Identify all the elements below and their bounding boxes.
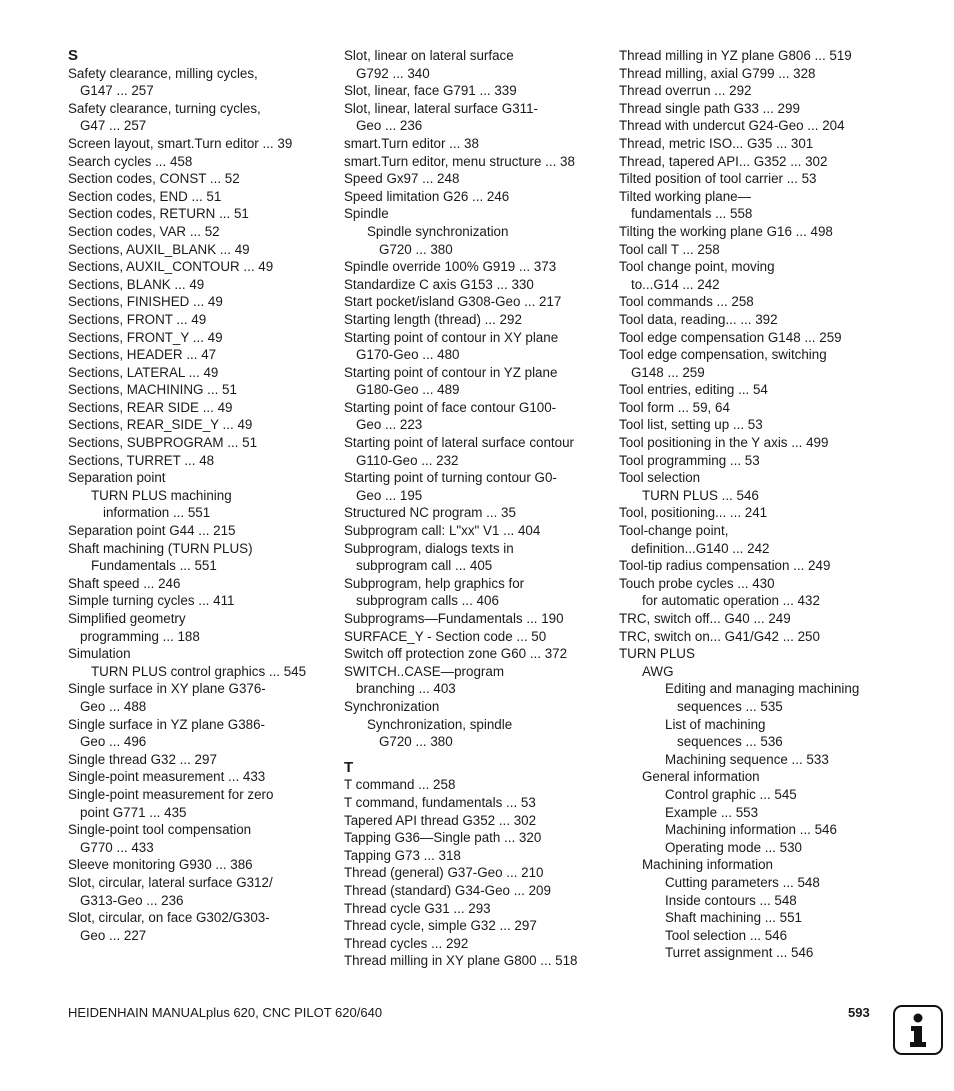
index-entry: Editing and managing machining (665, 681, 860, 697)
index-entry: Subprogram call: L"xx" V1 ... 404 (344, 523, 541, 539)
index-entry: List of machining (665, 716, 766, 732)
index-entry: T command ... 258 (344, 777, 456, 793)
index-entry: G770 ... 433 (80, 839, 154, 855)
index-entry: G148 ... 259 (631, 364, 705, 380)
index-entry: Geo ... 496 (80, 734, 147, 750)
index-entry: fundamentals ... 558 (631, 206, 753, 222)
index-entry: Spindle synchronization (367, 223, 509, 239)
index-entry: sequences ... 536 (677, 734, 783, 750)
index-entry: Tapping G73 ... 318 (344, 847, 461, 863)
index-entry: Slot, linear on lateral surface (344, 48, 514, 63)
index-entry: Simple turning cycles ... 411 (68, 593, 235, 609)
index-entry: Section codes, VAR ... 52 (68, 223, 220, 239)
index-entry: Control graphic ... 545 (665, 786, 797, 802)
index-entry: point G771 ... 435 (80, 804, 187, 820)
index-entry: Speed Gx97 ... 248 (344, 171, 460, 187)
info-glyph (895, 1007, 941, 1053)
index-entry: Slot, circular, lateral surface G312/ (68, 874, 273, 890)
index-entry: Switch off protection zone G60 ... 372 (344, 646, 568, 662)
index-entry: Tilting the working plane G16 ... 498 (619, 223, 833, 239)
index-entry: Starting point of contour in XY plane (344, 329, 559, 345)
index-entry: TURN PLUS machining (91, 487, 232, 503)
index-entry: Section codes, CONST ... 52 (68, 171, 240, 187)
index-entry: Sections, SUBPROGRAM ... 51 (68, 435, 258, 451)
index-entry: Sections, TURRET ... 48 (68, 452, 215, 468)
info-icon[interactable] (893, 1005, 943, 1055)
index-entry: Sections, REAR_SIDE_Y ... 49 (68, 417, 253, 433)
index-entry: Tool commands ... 258 (619, 294, 754, 310)
index-entry: SWITCH..CASE—program (344, 663, 504, 679)
index-entry: Example ... 553 (665, 804, 759, 820)
index-entry: subprogram call ... 405 (356, 558, 493, 574)
index-entry: smart.Turn editor ... 38 (344, 135, 479, 151)
index-entry: Slot, linear, face G791 ... 339 (344, 83, 517, 99)
index-entry: G313-Geo ... 236 (80, 892, 184, 908)
index-entry: Tool entries, editing ... 54 (619, 382, 768, 398)
index-entry: Section codes, END ... 51 (68, 188, 222, 204)
index-entry: Tapping G36—Single path ... 320 (344, 830, 542, 846)
index-entry: for automatic operation ... 432 (642, 593, 820, 609)
index-entry: AWG (642, 663, 674, 679)
index-entry: Cutting parameters ... 548 (665, 874, 820, 890)
index-entry: Subprogram, help graphics for (344, 575, 525, 591)
index-entry: Subprogram, dialogs texts in (344, 540, 514, 556)
index-entry: Geo ... 236 (356, 118, 423, 134)
index-entry: Starting point of turning contour G0- (344, 470, 557, 486)
index-entry: Sections, FINISHED ... 49 (68, 294, 223, 310)
index-entry: Synchronization, spindle (367, 716, 513, 732)
index-entry: Section codes, RETURN ... 51 (68, 206, 249, 222)
index-entry: Shaft machining ... 551 (665, 910, 802, 926)
index-entry: Thread, metric ISO... G35 ... 301 (619, 135, 814, 151)
index-entry: Subprograms—Fundamentals ... 190 (344, 611, 564, 626)
index-entry: Sections, BLANK ... 49 (68, 276, 205, 292)
index-entry: Tilted working plane— (619, 188, 751, 204)
index-entry: Tool selection ... 546 (665, 927, 788, 943)
index-column-1 (68, 47, 336, 944)
index-entry: Machining information ... 546 (665, 822, 837, 838)
index-entry: TURN PLUS control graphics ... 545 (91, 663, 307, 679)
index-entry: Touch probe cycles ... 430 (619, 575, 775, 591)
index-entry: branching ... 403 (356, 681, 456, 697)
index-entry: Spindle (344, 206, 389, 222)
index-entry: Thread cycle, simple G32 ... 297 (344, 918, 537, 934)
index-entry: Tapered API thread G352 ... 302 (344, 812, 537, 828)
index-entry: Starting point of contour in YZ plane (344, 364, 558, 380)
index-entry: Tool form ... 59, 64 (619, 399, 730, 415)
index-entry: information ... 551 (103, 505, 211, 521)
index-entry: Sections, REAR SIDE ... 49 (68, 399, 233, 415)
index-entry: Start pocket/island G308-Geo ... 217 (344, 294, 562, 310)
index-entry: Sections, FRONT ... 49 (68, 311, 207, 327)
index-entry: Thread, tapered API... G352 ... 302 (619, 153, 828, 169)
index-column-3 (619, 47, 919, 962)
index-entry: Simulation (68, 646, 131, 662)
index-entry: Speed limitation G26 ... 246 (344, 188, 510, 204)
index-entry: Screen layout, smart.Turn editor ... 39 (68, 135, 293, 151)
index-entry: Tool change point, moving (619, 259, 775, 275)
index-entry: Thread with undercut G24-Geo ... 204 (619, 118, 845, 134)
index-entry: Thread cycles ... 292 (344, 935, 469, 951)
page-number: 593 (848, 1005, 870, 1020)
index-entry: Sections, LATERAL ... 49 (68, 364, 219, 380)
index-entry: Shaft speed ... 246 (68, 575, 181, 591)
index-entry: Sections, FRONT_Y ... 49 (68, 329, 223, 345)
index-entry: G792 ... 340 (356, 65, 430, 81)
index-entry: Thread (standard) G34-Geo ... 209 (344, 882, 551, 898)
section-letter: S (68, 47, 79, 64)
index-entry: Safety clearance, milling cycles, (68, 65, 258, 81)
index-entry: T command, fundamentals ... 53 (344, 794, 536, 810)
index-entry: Turret assignment ... 546 (665, 945, 814, 961)
index-entry: definition...G140 ... 242 (631, 540, 770, 556)
index-entry: Single thread G32 ... 297 (68, 751, 217, 767)
index-entry: Geo ... 488 (80, 698, 147, 714)
index-entry: Tool call T ... 258 (619, 241, 720, 257)
index-entry: G720 ... 380 (379, 734, 453, 750)
index-entry: G170-Geo ... 480 (356, 347, 460, 363)
index-entry: Geo ... 223 (356, 417, 423, 433)
index-entry: Tool edge compensation G148 ... 259 (619, 329, 842, 345)
index-entry: Slot, circular, on face G302/G303- (68, 910, 270, 926)
index-entry: Starting point of lateral surface contour (344, 435, 575, 451)
index-entry: Simplified geometry (68, 611, 186, 626)
index-entry: smart.Turn editor, menu structure ... 38 (344, 153, 575, 169)
index-entry: Thread milling in XY plane G800 ... 518 (344, 953, 578, 969)
index-entry: Standardize C axis G153 ... 330 (344, 276, 534, 292)
index-entry: Single surface in YZ plane G386- (68, 716, 266, 732)
index-entry: Tool edge compensation, switching (619, 347, 827, 363)
index-entry: Machining information (642, 857, 773, 873)
index-entry: Tool positioning in the Y axis ... 499 (619, 435, 829, 451)
index-entry: Inside contours ... 548 (665, 892, 797, 908)
index-entry: G110-Geo ... 232 (356, 452, 459, 468)
index-entry: TRC, switch on... G41/G42 ... 250 (619, 628, 820, 644)
index-entry: Tilted position of tool carrier ... 53 (619, 171, 817, 187)
index-entry: Thread cycle G31 ... 293 (344, 900, 491, 916)
index-entry: sequences ... 535 (677, 698, 783, 714)
index-entry: Separation point (68, 470, 166, 486)
index-entry: Starting point of face contour G100- (344, 399, 557, 415)
index-entry: Geo ... 227 (80, 927, 147, 943)
index-entry: TURN PLUS ... 546 (642, 487, 759, 503)
index-entry: Operating mode ... 530 (665, 839, 802, 855)
index-entry: subprogram calls ... 406 (356, 593, 499, 609)
index-entry: G720 ... 380 (379, 241, 453, 257)
index-entry: Starting length (thread) ... 292 (344, 311, 522, 327)
index-entry: Sections, HEADER ... 47 (68, 347, 217, 363)
index-entry: Structured NC program ... 35 (344, 505, 516, 521)
index-entry: Tool list, setting up ... 53 (619, 417, 763, 433)
index-entry: Slot, linear, lateral surface G311- (344, 100, 539, 116)
footer-title: HEIDENHAIN MANUALplus 620, CNC PILOT 620/640 (68, 1005, 383, 1020)
index-entry: Tool programming ... 53 (619, 452, 760, 468)
index-entry: programming ... 188 (80, 628, 200, 644)
index-entry: Geo ... 195 (356, 487, 423, 503)
index-entry: TRC, switch off... G40 ... 249 (619, 611, 791, 626)
index-entry: Thread (general) G37-Geo ... 210 (344, 865, 544, 881)
index-entry: Sections, AUXIL_CONTOUR ... 49 (68, 259, 274, 275)
index-entry: Single-point tool compensation (68, 822, 252, 838)
index-entry: Thread single path G33 ... 299 (619, 100, 800, 116)
section-letter: T (344, 758, 354, 776)
index-entry: TURN PLUS (619, 646, 695, 662)
index-entry: Thread milling, axial G799 ... 328 (619, 65, 816, 81)
index-entry: Tool, positioning... ... 241 (619, 505, 768, 521)
index-entry: Search cycles ... 458 (68, 153, 193, 169)
index-entry: Tool-tip radius compensation ... 249 (619, 558, 831, 574)
index-entry: to...G14 ... 242 (631, 276, 720, 292)
index-entry: Single-point measurement for zero (68, 786, 274, 802)
index-entry: Spindle override 100% G919 ... 373 (344, 259, 557, 275)
index-entry: SURFACE_Y - Section code ... 50 (344, 628, 547, 644)
index-entry: Tool-change point, (619, 523, 729, 539)
index-entry: General information (642, 769, 760, 785)
index-entry: Tool data, reading... ... 392 (619, 311, 778, 327)
index-entry: Shaft machining (TURN PLUS) (68, 540, 253, 556)
index-entry: Sleeve monitoring G930 ... 386 (68, 857, 253, 873)
index-entry: Tool selection (619, 470, 701, 486)
index-column-2 (344, 47, 612, 970)
index-entry: Separation point G44 ... 215 (68, 523, 236, 539)
index-entry: G180-Geo ... 489 (356, 382, 460, 398)
index-entry: Single-point measurement ... 433 (68, 769, 266, 785)
index-entry: Thread milling in YZ plane G806 ... 519 (619, 48, 852, 63)
index-entry: G47 ... 257 (80, 118, 147, 134)
index-entry: Sections, MACHINING ... 51 (68, 382, 237, 398)
index-entry: Thread overrun ... 292 (619, 83, 752, 99)
index-entry: Synchronization (344, 698, 440, 714)
index-entry: Safety clearance, turning cycles, (68, 100, 261, 116)
index-entry: Sections, AUXIL_BLANK ... 49 (68, 241, 250, 257)
index-entry: Fundamentals ... 551 (91, 558, 217, 574)
index-entry: G147 ... 257 (80, 83, 154, 99)
index-entry: Single surface in XY plane G376- (68, 681, 266, 697)
index-entry: Machining sequence ... 533 (665, 751, 829, 767)
